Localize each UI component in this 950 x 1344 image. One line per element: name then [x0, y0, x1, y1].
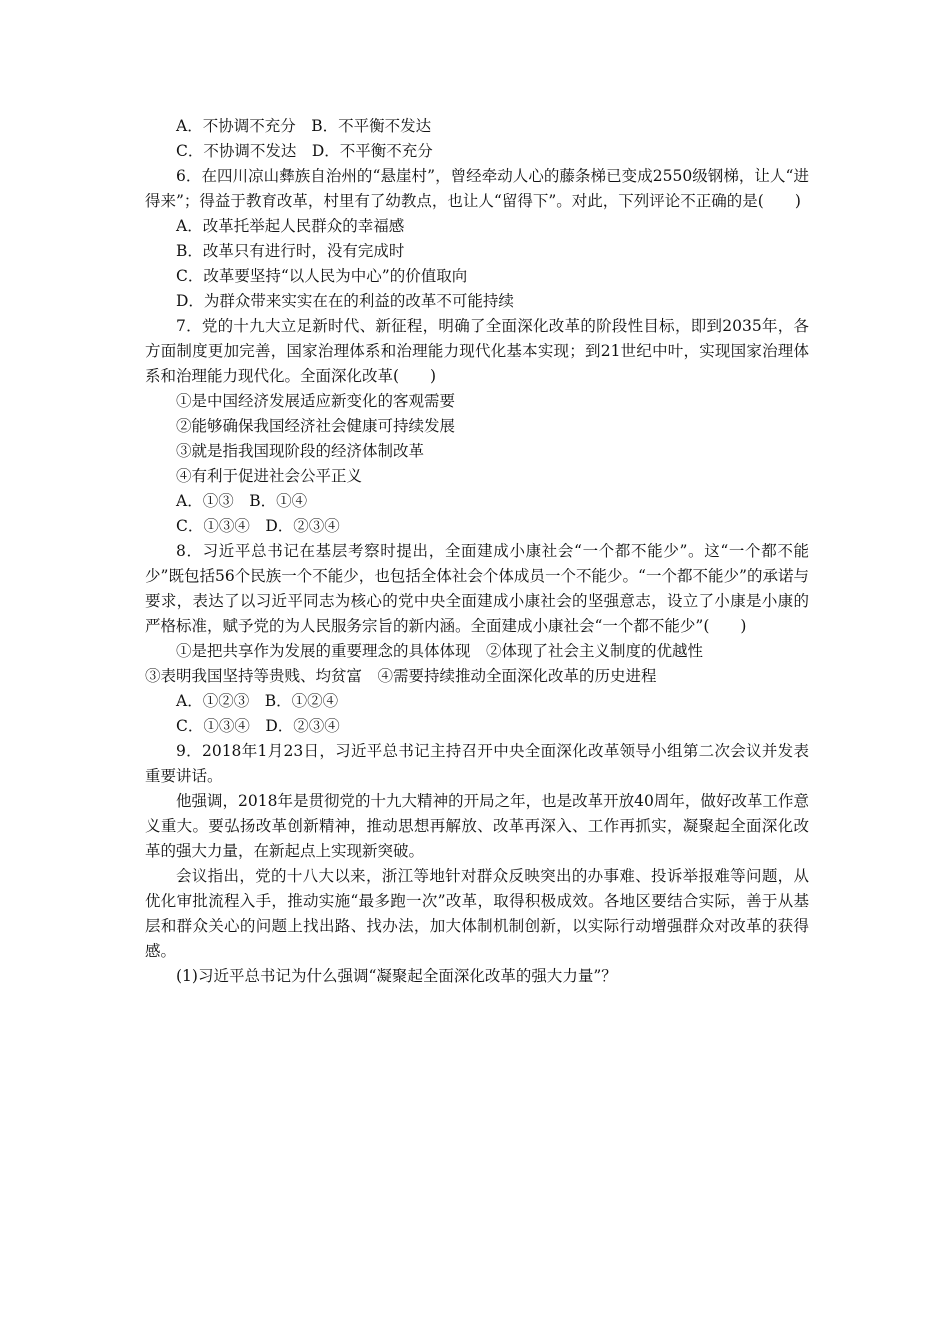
q7-statement-3: ③就是指我国现阶段的经济体制改革: [176, 442, 425, 460]
q9-material-paragraph-1: 他强调，2018年是贯彻党的十九大精神的开局之年，也是改革开放40周年，做好改革工作意义重大。要弘扬改革创新精神，推动思想再解放、改革再深入、工作再抓实，凝聚起全面深化改革的强大力量，在新起点上实现新突破。: [145, 792, 809, 860]
q7-stem: 7．党的十九大立足新时代、新征程，明确了全面深化改革的阶段性目标，即到2035年，各方面制度更加完善，国家治理体系和治理能力现代化基本实现；到21世纪中叶，实现国家治理体系和治理能力现代化。全面深化改革( ): [145, 317, 809, 385]
q9-material-paragraph-2: 会议指出，党的十八大以来，浙江等地针对群众反映突出的办事难、投诉举报难等问题，从优化审批流程入手，推动实施“最多跑一次”改革，取得积极成效。各地区要结合实际，善于从基层和群众关心的问题上找出路、找办法，加大体制机制创新，以实际行动增强群众对改革的获得感。: [145, 867, 809, 960]
q6-option-d: D．为群众带来实实在在的利益的改革不可能持续: [176, 292, 514, 310]
q8-options-ab: A．①②③ B．①②④: [176, 692, 339, 710]
q7-statement-2: ②能够确保我国经济社会健康可持续发展: [176, 417, 456, 435]
q7-options-ab: A．①③ B．①④: [176, 492, 308, 510]
q6-option-b: B．改革只有进行时，没有完成时: [176, 242, 405, 260]
q6-stem: 6．在四川凉山彝族自治州的“悬崖村”，曾经牵动人心的藤条梯已变成2550级钢梯，让人“进得来”；得益于教育改革，村里有了幼教点，也让人“留得下”。对此，下列评论不正确的是( ): [145, 167, 809, 210]
q8-statements-34: ③表明我国坚持等贵贱、均贫富 ④需要持续推动全面深化改革的历史进程: [145, 667, 657, 685]
q9-subquestion-1: (1)习近平总书记为什么强调“凝聚起全面深化改革的强大力量”？: [176, 967, 617, 985]
document-page: [145, 114, 809, 989]
q8-stem: 8．习近平总书记在基层考察时提出，全面建成小康社会“一个都不能少”。这“一个都不能少”既包括56个民族一个不能少，也包括全体社会个体成员一个不能少。“一个都不能少”的承诺与要求，表达了以习近平同志为核心的党中央全面建成小康社会的坚强意志，设立了小康是小康的严格标准，赋予党的为人民服务宗旨的新内涵。全面建成小康社会“一个都不能少”( ): [145, 542, 809, 635]
q6-option-a: A．改革托举起人民群众的幸福感: [176, 217, 405, 235]
q5-options-cd: C．不协调不发达 D．不平衡不充分: [176, 142, 433, 160]
q8-options-cd: C．①③④ D．②③④: [176, 717, 340, 735]
q7-statement-1: ①是中国经济发展适应新变化的客观需要: [176, 392, 456, 410]
q7-options-cd: C．①③④ D．②③④: [176, 517, 340, 535]
q8-statements-12: ①是把共享作为发展的重要理念的具体体现 ②体现了社会主义制度的优越性: [176, 642, 704, 660]
q7-statement-4: ④有利于促进社会公平正义: [176, 467, 363, 485]
q6-option-c: C．改革要坚持“以人民为中心”的价值取向: [176, 267, 468, 285]
q5-options-ab: A．不协调不充分 B．不平衡不发达: [176, 117, 432, 135]
q9-stem: 9．2018年1月23日，习近平总书记主持召开中央全面深化改革领导小组第二次会议并发表重要讲话。: [145, 742, 809, 785]
